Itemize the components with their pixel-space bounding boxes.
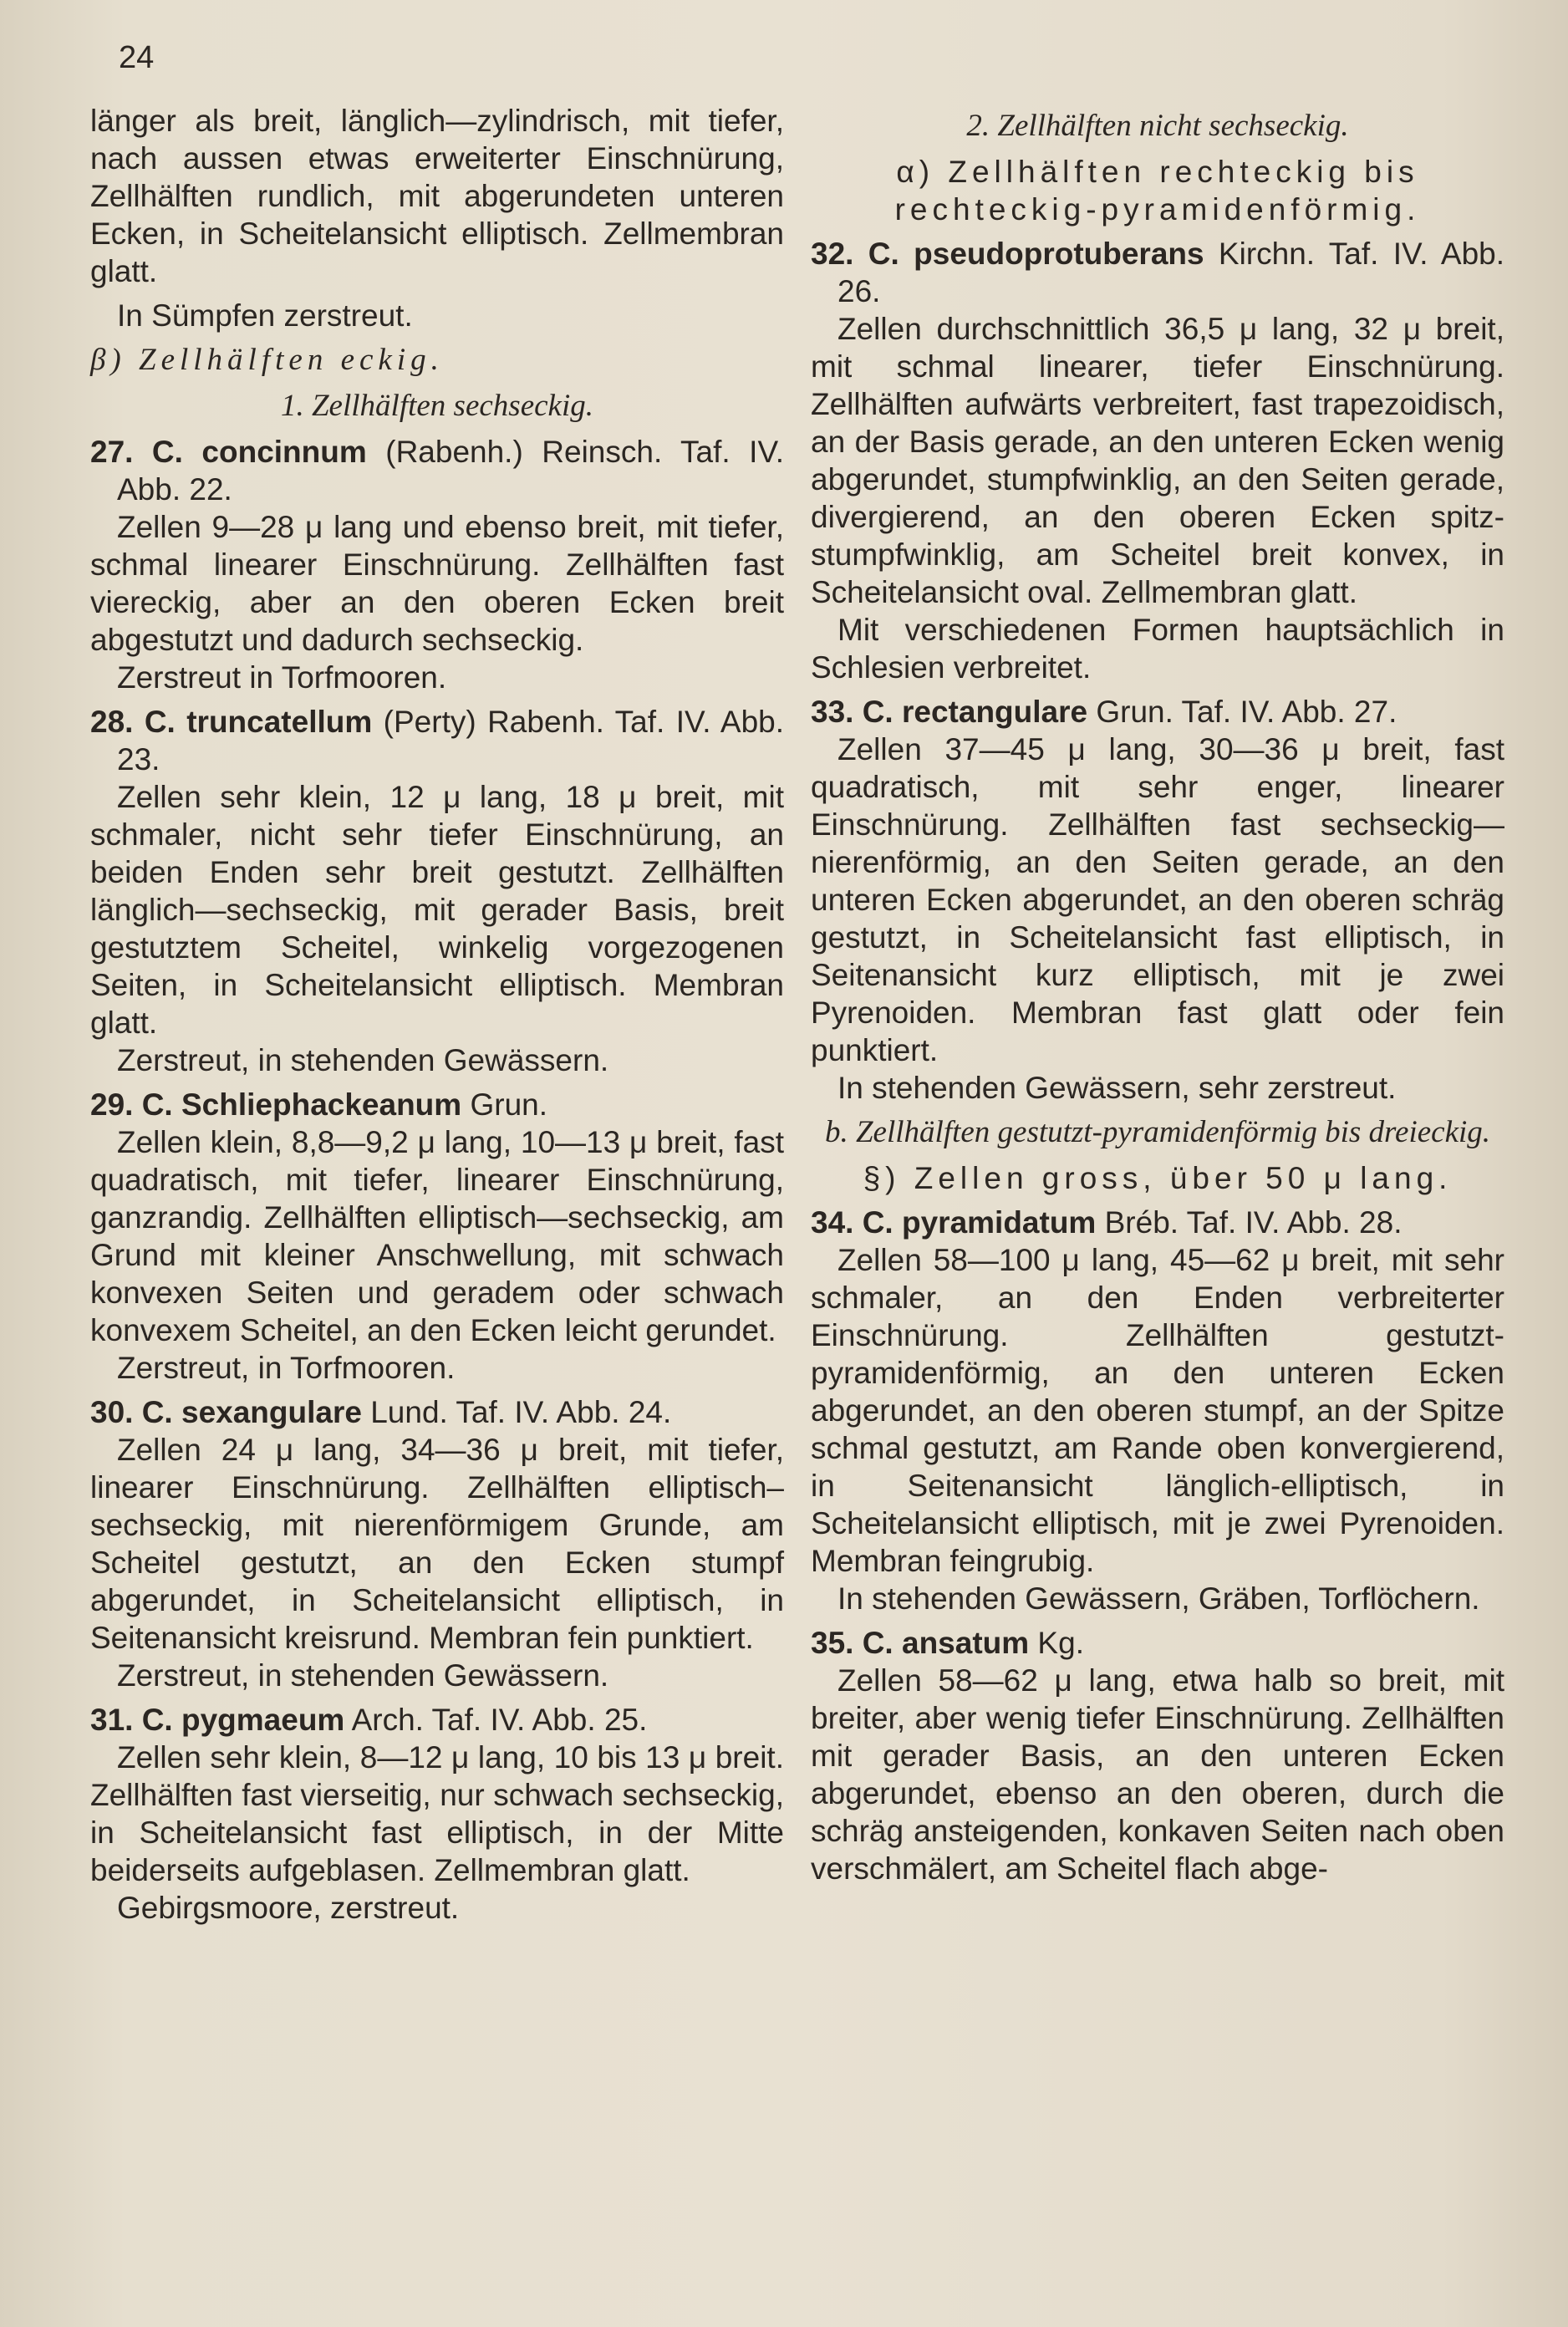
species-authority: Bréb. Taf. IV. Abb. 28. xyxy=(1096,1205,1403,1240)
entry-number: 28. C. xyxy=(90,705,176,739)
entry-28-habitat: Zerstreut, in stehenden Gewässern. xyxy=(117,1043,609,1077)
intro-text: länger als breit, länglich—zylindrisch, mit tiefer, nach aussen etwas erweiterter Einschnürung, Zellhälften rundlich, mit abgerundeten unteren Ecken, in Scheitelansicht elliptisch. Zellmembran glatt. xyxy=(90,104,784,288)
species-authority: Lund. Taf. IV. Abb. 24. xyxy=(361,1395,672,1429)
entry-29-heading xyxy=(90,1086,784,1123)
species-name: pygmaeum xyxy=(181,1703,345,1737)
species-name: rectangulare xyxy=(902,695,1088,729)
entry-number: 35. C. xyxy=(811,1626,893,1660)
left-column xyxy=(90,102,784,1927)
entry-27-heading xyxy=(90,433,784,508)
right-column xyxy=(811,102,1504,1887)
entry-33-heading xyxy=(811,693,1504,731)
entry-27-description: Zellen 9—28 μ lang und ebenso breit, mit tiefer, schmal linearer Einschnürung. Zellhälften fast viereckig, aber an den oberen Ecken breit abgestutzt und dadurch sechseckig. xyxy=(90,510,784,657)
species-authority: (Rabenh.) Reinsch. Taf. IV. Abb. 22. xyxy=(117,435,785,507)
entry-29-description: Zellen klein, 8,8—9,2 μ lang, 10—13 μ breit, fast quadratisch, mit tiefer, linearer Einschnürung, ganzrandig. Zellhälften elliptisch—sechseckig, am Grund mit kleiner Anschwellung, mit schwach konvexen Seiten und geradem oder schwach konvexem Scheitel, an den Ecken leicht gerundet. xyxy=(90,1125,784,1347)
entry-30-habitat: Zerstreut, in stehenden Gewässern. xyxy=(117,1658,609,1693)
section-2-heading: 2. Zellhälften nicht sechseckig. xyxy=(966,109,1349,143)
entry-34-description: Zellen 58—100 μ lang, 45—62 μ breit, mit sehr schmaler, an den Enden verbreiterter Einschnürung. Zellhälften gestutzt-pyramidenförmig, an den unteren Ecken abgerundet, an den oberen stumpf, an der Spitze schmal gestutzt, am Rande oben konvergierend, in Seitenansicht länglich-elliptisch, in Scheitelansicht elliptisch, mit je zwei Pyrenoiden. Membran feingrubig. xyxy=(811,1243,1504,1578)
entry-33-habitat: In stehenden Gewässern, sehr zerstreut. xyxy=(837,1071,1397,1105)
species-name: concinnum xyxy=(201,435,367,469)
species-name: sexangulare xyxy=(181,1395,362,1429)
entry-31-description: Zellen sehr klein, 8—12 μ lang, 10 bis 13 μ breit. Zellhälften fast vierseitig, nur schwach sechseckig, in Scheitelansicht fast elliptisch, in der Mitte beiderseits aufgeblasen. Zellmembran glatt. xyxy=(90,1740,784,1887)
entry-35-heading xyxy=(811,1624,1504,1662)
species-name: pyramidatum xyxy=(902,1205,1097,1240)
entry-31-heading xyxy=(90,1701,784,1739)
species-name: pseudoprotuberans xyxy=(914,237,1204,271)
species-authority: Grun. Taf. IV. Abb. 27. xyxy=(1087,695,1397,729)
entry-27-habitat: Zerstreut in Torfmooren. xyxy=(117,660,447,695)
section-b-heading: b. Zellhälften gestutzt-pyramidenförmig bis dreieckig. xyxy=(824,1115,1491,1149)
section-1-heading: 1. Zellhälften sechseckig. xyxy=(280,389,593,423)
species-authority: Kg. xyxy=(1029,1626,1084,1660)
entry-32-habitat: Mit verschiedenen Formen hauptsächlich in Schlesien verbreitet. xyxy=(811,613,1504,685)
intro-habitat: In Sümpfen zerstreut. xyxy=(117,298,413,333)
entry-29-habitat: Zerstreut, in Torfmooren. xyxy=(117,1351,456,1385)
entry-number: 32. C. xyxy=(811,237,899,271)
entry-35-description: Zellen 58—62 μ lang, etwa halb so breit, mit breiter, aber wenig tiefer Einschnürung. Zellhälften mit gerader Basis, an den unteren Ecken abgerundet, ebenso an den oberen, durch die schräg ansteigenden, konkaven Seiten nach oben verschmälert, am Scheitel flach abge- xyxy=(811,1663,1504,1886)
entry-34-heading xyxy=(811,1204,1504,1241)
entry-28-description: Zellen sehr klein, 12 μ lang, 18 μ breit, mit schmaler, nicht sehr tiefer Einschnürung, an beiden Enden sehr breit gestutzt. Zellhälften länglich—sechseckig, mit gerader Basis, breit gestutztem Scheitel, winkelig vorgezogenen Seiten, in Scheitelansicht elliptisch. Membran glatt. xyxy=(90,780,784,1040)
entry-number: 27. C. xyxy=(90,435,183,469)
entry-number: 31. C. xyxy=(90,1703,173,1737)
entry-number: 34. C. xyxy=(811,1205,893,1240)
entry-30-heading xyxy=(90,1393,784,1431)
entry-30-description: Zellen 24 μ lang, 34—36 μ breit, mit tiefer, linearer Einschnürung. Zellhälften elliptisch–sechseckig, mit nierenförmigem Grunde, am Scheitel gestutzt, an den Ecken stumpf abgerundet, in Scheitelansicht elliptisch, in Seitenansicht kreisrund. Membran fein punktiert. xyxy=(90,1433,784,1655)
entry-number: 29. C. xyxy=(90,1087,173,1122)
species-name: ansatum xyxy=(902,1626,1030,1660)
page-number: 24 xyxy=(119,40,155,75)
section-beta-heading: β) Zellhälften eckig. xyxy=(90,343,444,377)
entry-32-heading xyxy=(811,235,1504,310)
species-name: Schliephackeanum xyxy=(181,1087,462,1122)
entry-number: 30. C. xyxy=(90,1395,173,1429)
entry-32-description: Zellen durchschnittlich 36,5 μ lang, 32 μ breit, mit schmal linearer, tiefer Einschnürung. Zellhälften aufwärts verbreitert, fast trapezoidisch, an der Basis gerade, an den unteren Ecken wenig abgerundet, stumpfwinklig, an den Seiten gerade, divergierend, an den oberen Ecken spitz-stumpfwinklig, am Scheitel breit konvex, in Scheitelansicht oval. Zellmembran glatt. xyxy=(811,312,1504,609)
species-authority: Grun. xyxy=(461,1087,548,1122)
entry-28-heading xyxy=(90,703,784,778)
species-authority: Arch. Taf. IV. Abb. 25. xyxy=(344,1703,648,1737)
species-authority: (Perty) Rabenh. Taf. IV. Abb. 23. xyxy=(117,705,785,777)
species-name: truncatellum xyxy=(186,705,373,739)
entry-33-description: Zellen 37—45 μ lang, 30—36 μ breit, fast quadratisch, mit sehr enger, linearer Einschnürung. Zellhälften fast sechseckig—nierenförmig, an den Seiten gerade, an den unteren Ecken abgerundet, an den oberen schräg gestutzt, in Scheitelansicht fast elliptisch, in Seitenansicht kurz elliptisch, mit je zwei Pyrenoiden. Membran fast glatt oder fein punktiert. xyxy=(811,732,1504,1067)
section-alpha-heading: α) Zellhälften rechteckig bis rechteckig-pyramidenförmig. xyxy=(894,155,1421,227)
species-authority: Kirchn. Taf. IV. Abb. 26. xyxy=(837,237,1505,308)
entry-34-habitat: In stehenden Gewässern, Gräben, Torflöchern. xyxy=(837,1581,1480,1616)
section-s-heading: §) Zellen gross, über 50 μ lang. xyxy=(863,1161,1453,1195)
entry-31-habitat: Gebirgsmoore, zerstreut. xyxy=(117,1891,460,1925)
entry-number: 33. C. xyxy=(811,695,893,729)
